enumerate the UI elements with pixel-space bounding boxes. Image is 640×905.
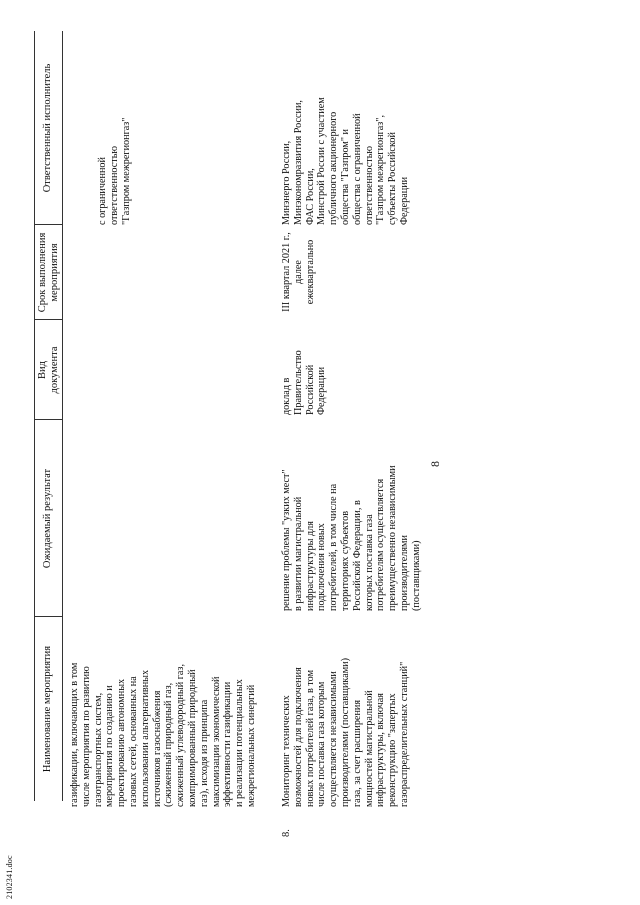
header-doc-type: Вид документа (37, 346, 60, 394)
row8-result-cell: решение проблемы "узких мест" в развитии магистральной инфраструктуры для подключения новых потребителей, в том числе на территориях субъектов Российской Федерации, в которых поставка газа потребителям осуществляется преимущественно независимыми производителями (поставщиками) (281, 465, 422, 611)
row8-executor-cell: Минэнерго России, Минэкономразвития России, ФАС России, Минстрой России с участием публичного акционерного общества "Газпром" и общества с ограниченной ответственностью "Газпром межрегионгаз", субъекты Российской Федерации (281, 97, 410, 225)
cont-executor-cell: с ограниченной ответственностью "Газпром межрегионгаз" (97, 117, 132, 225)
header-bottom-rule (62, 31, 63, 801)
row-number: 8. (281, 829, 292, 837)
header-result: Ожидаемый результат (42, 468, 53, 569)
header-executor: Ответственный исполнитель (42, 63, 53, 193)
header-top-rule (34, 31, 35, 801)
page-number: 8 (428, 461, 442, 467)
row8-doc-type-cell: доклад в Правительство Российской Федерации (281, 350, 328, 415)
header-name: Наименование мероприятия (42, 645, 53, 773)
row8-name-cell: Мониторинг технических возможностей для подключения новых потребителей газа, в том числе поставка газа которым осуществляется независимыми производителями (поставщиками) газа, за счет расширения мощностей магистральной инфраструктуры, включая реконструкцию "запертых газораспределительных станций" (281, 657, 410, 807)
row8-deadline-cell: III квартал 2021 г., далее ежеквартально (281, 232, 316, 312)
cont-name-cell: газификации, включающих в том числе мероприятия по развитию газотранспортных систем, мероприятия по созданию и проектированию автономных газовых сетей, основанных на использовании альтернативных источников газоснабжения (сжиженный природный газ, сжиженный углеводородный газ, компримированный природный газ), исходя из принципа максимизации экономической эффективности газификации и реализации потенциальных межрегиональных синергий (69, 662, 257, 807)
doc-reference: 2102341.doc (5, 855, 14, 899)
header-deadline: Срок выполнения мероприятия (37, 232, 60, 313)
